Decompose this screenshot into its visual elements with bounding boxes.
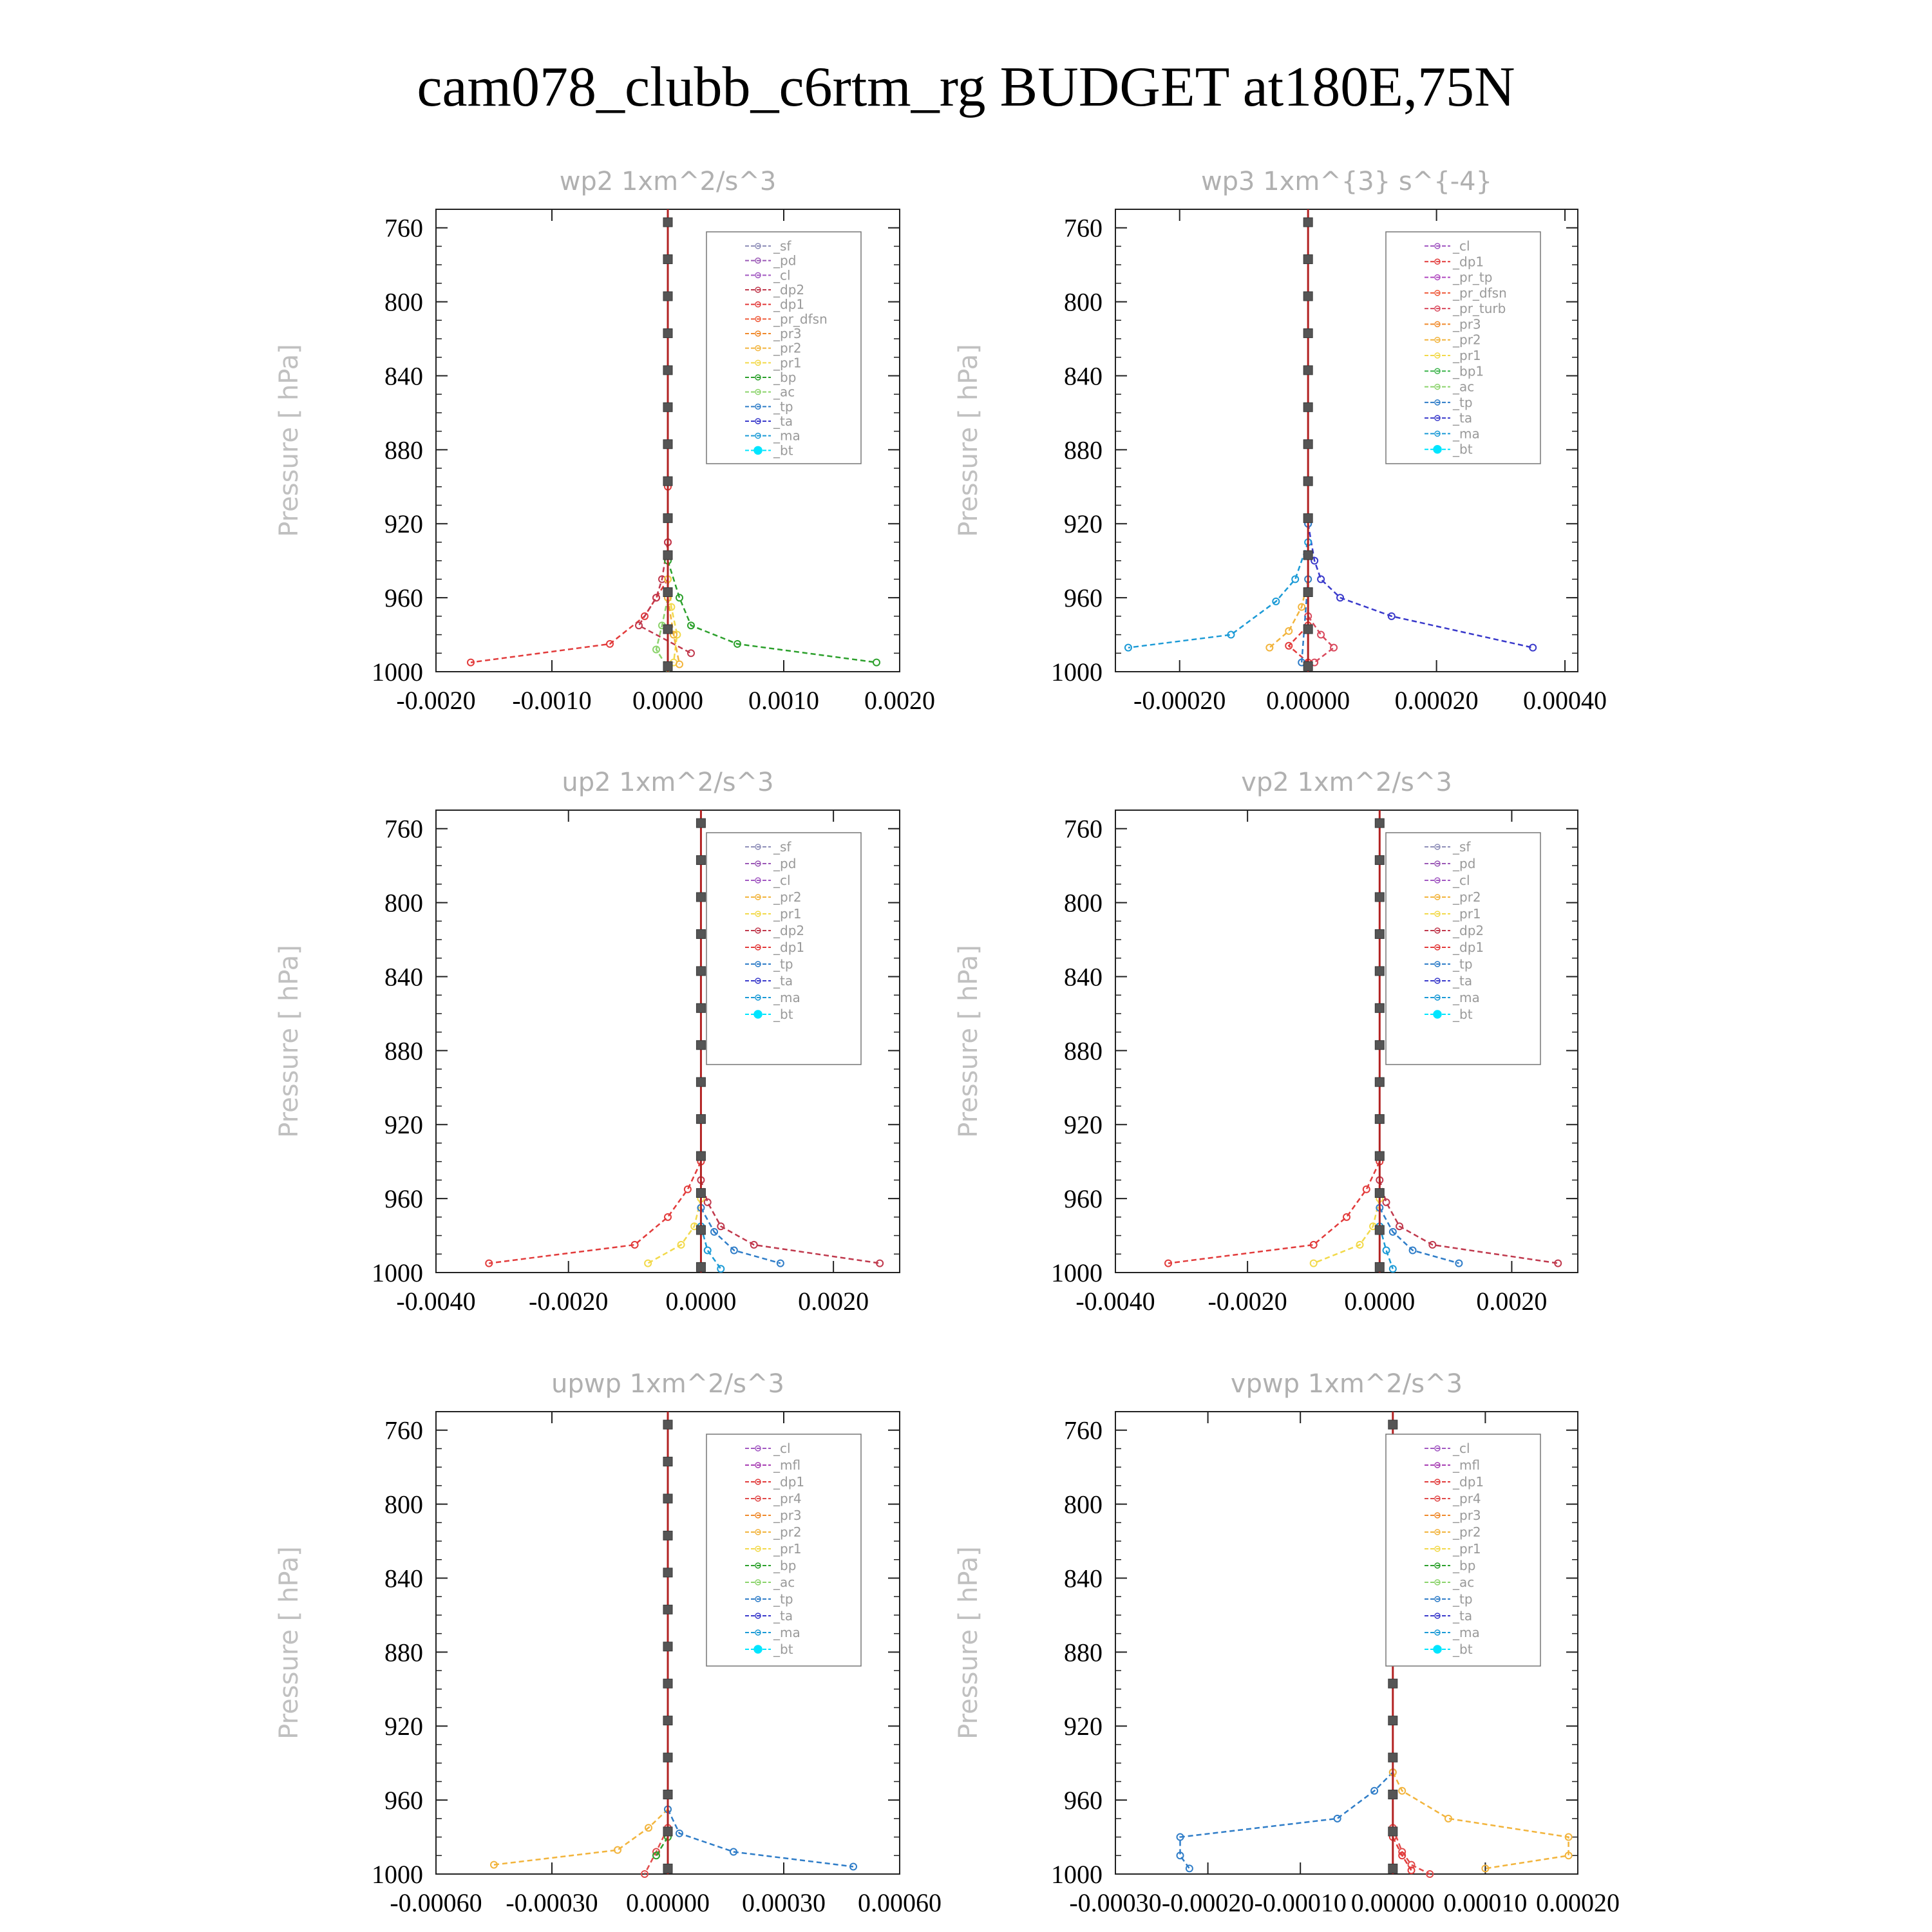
level-marker (1303, 255, 1312, 264)
figure-title: cam078_clubb_c6rtm_rg BUDGET at180E,75N (417, 56, 1515, 118)
level-marker (1375, 967, 1384, 976)
legend-label-ma: _ma (773, 428, 800, 444)
legend-label-pr1: _pr1 (773, 906, 802, 922)
legend-label-ac: _ac (773, 384, 795, 400)
level-marker (663, 1494, 672, 1503)
y-tick-label: 1000 (372, 1258, 423, 1287)
legend-label-ac: _ac (1453, 1575, 1475, 1590)
level-marker (663, 402, 672, 412)
level-marker (696, 1189, 705, 1198)
legend-label-pr3: _pr3 (1453, 316, 1481, 332)
series-line-tp (1180, 1772, 1393, 1868)
legend-label-pd: _pd (1453, 856, 1476, 871)
level-marker (696, 929, 705, 938)
x-tick-label: -0.00020 (1133, 686, 1226, 715)
legend-label-pr2: _pr2 (773, 889, 802, 905)
level-marker (1375, 1189, 1384, 1198)
level-marker (696, 967, 705, 976)
data-point (1363, 1186, 1370, 1193)
level-marker (663, 440, 672, 449)
series-line-pr1 (1314, 1198, 1380, 1264)
level-marker (696, 1262, 705, 1271)
level-marker (1388, 1679, 1397, 1688)
y-tick-label: 960 (1064, 1184, 1103, 1214)
legend-label-sf: _sf (773, 839, 791, 855)
level-marker (663, 1827, 672, 1836)
y-tick-label: 880 (1064, 1036, 1103, 1066)
level-marker (663, 1568, 672, 1577)
legend-label-ta: _ta (1453, 973, 1473, 989)
legend-marker (1434, 1010, 1441, 1018)
level-marker (1303, 402, 1312, 412)
y-tick-label: 760 (384, 814, 423, 844)
x-tick-label: -0.00030 (506, 1888, 598, 1917)
legend-label-ac: _ac (773, 1575, 795, 1590)
data-point (1311, 1260, 1317, 1267)
legend-marker (754, 1010, 762, 1018)
legend-label-ma: _ma (1453, 990, 1480, 1005)
legend-label-sf: _sf (773, 238, 791, 254)
y-tick-label: 960 (384, 1786, 423, 1815)
level-marker (663, 1864, 672, 1873)
y-tick-label: 760 (384, 213, 423, 243)
legend-label-cl: _cl (773, 267, 791, 283)
x-tick-label: 0.00000 (626, 1888, 710, 1917)
legend-label-pr2: _pr2 (773, 340, 802, 356)
y-tick-label: 960 (384, 583, 423, 613)
level-marker (663, 1679, 672, 1688)
legend-label-bt: _bt (1453, 1007, 1473, 1022)
legend-label-bt: _bt (1453, 1642, 1473, 1657)
y-tick-label: 880 (384, 1638, 423, 1667)
level-marker (663, 1420, 672, 1429)
legend-label-tp: _tp (1453, 394, 1473, 410)
legend-label-tp: _tp (1453, 956, 1473, 972)
legend-label-pr_dfsn: _pr_dfsn (773, 311, 828, 327)
legend-label-cl: _cl (1453, 1441, 1470, 1456)
y-tick-label: 760 (1064, 213, 1103, 243)
y-tick-label: 960 (1064, 1786, 1103, 1815)
legend-label-pr4: _pr4 (773, 1491, 802, 1506)
legend-label-dp1: _dp1 (1453, 940, 1484, 955)
y-tick-label: 800 (384, 888, 423, 918)
x-tick-label: -0.00020 (1161, 1888, 1255, 1917)
legend-label-ac: _ac (1453, 379, 1475, 395)
series-line-pr2 (494, 1810, 668, 1865)
legend-label-pd: _pd (773, 856, 797, 871)
x-tick-label: 0.00020 (1536, 1888, 1620, 1917)
panel-title: wp3 1xm^{3} s^{-4} (1200, 167, 1493, 196)
data-point (1331, 645, 1337, 651)
level-marker (663, 1457, 672, 1466)
series-line-pr2 (1269, 579, 1308, 647)
legend-label-pr2: _pr2 (773, 1524, 802, 1540)
data-point (688, 650, 694, 656)
legend-label-cl: _cl (1453, 873, 1470, 888)
data-point (1318, 632, 1324, 638)
legend-label-dp1: _dp1 (1453, 254, 1484, 270)
level-marker (696, 1041, 705, 1050)
y-tick-label: 800 (384, 1490, 423, 1519)
x-tick-label: -0.0020 (529, 1287, 609, 1316)
level-marker (1375, 929, 1384, 938)
legend-label-dp1: _dp1 (773, 940, 805, 955)
level-marker (1303, 661, 1312, 670)
x-tick-label: -0.0040 (1075, 1287, 1155, 1316)
data-point (636, 622, 642, 629)
legend-label-pr3: _pr3 (1453, 1508, 1481, 1523)
y-tick-label: 800 (1064, 1490, 1103, 1519)
legend-label-pr2: _pr2 (1453, 1524, 1481, 1540)
level-marker (663, 1605, 672, 1614)
legend-label-dp1: _dp1 (773, 296, 805, 312)
x-tick-label: -0.0010 (512, 686, 592, 715)
level-marker (663, 588, 672, 597)
x-tick-label: 0.0020 (798, 1287, 869, 1316)
level-marker (1375, 856, 1384, 865)
legend-label-tp: _tp (1453, 1591, 1473, 1607)
data-point (873, 659, 880, 666)
data-point (717, 1265, 724, 1272)
data-point (1186, 1865, 1193, 1871)
series-line-tp (668, 1810, 853, 1867)
data-point (665, 1214, 671, 1220)
x-tick-label: 0.00000 (1350, 1888, 1435, 1917)
y-tick-label: 920 (1064, 509, 1103, 539)
legend (706, 232, 861, 464)
panel-4 (954, 768, 1578, 1316)
y-tick-label: 840 (1064, 1564, 1103, 1593)
level-marker (1375, 1115, 1384, 1124)
y-tick-label: 920 (384, 1110, 423, 1140)
legend (706, 1434, 861, 1666)
legend-label-pr3: _pr3 (773, 1508, 802, 1523)
legend-label-ta: _ta (773, 1608, 793, 1624)
y-tick-label: 800 (1064, 287, 1103, 317)
level-marker (663, 1790, 672, 1799)
y-tick-label: 880 (1064, 1638, 1103, 1667)
level-marker (1303, 625, 1312, 634)
legend-label-pr1: _pr1 (1453, 348, 1481, 363)
x-tick-label: 0.00010 (1443, 1888, 1528, 1917)
y-tick-label: 840 (1064, 962, 1103, 992)
x-tick-label: -0.0040 (396, 1287, 476, 1316)
data-point (1285, 628, 1292, 634)
panel-6 (954, 1369, 1620, 1917)
level-marker (1388, 1827, 1397, 1836)
data-point (1334, 1815, 1341, 1822)
level-marker (1388, 1753, 1397, 1762)
level-marker (1375, 1262, 1384, 1271)
data-point (645, 1260, 651, 1267)
level-marker (1375, 1077, 1384, 1086)
y-axis-label: Pressure [ hPa] (274, 945, 304, 1138)
legend-label-bp1: _bp1 (1453, 363, 1484, 379)
y-tick-label: 760 (384, 1416, 423, 1445)
x-tick-label: 0.0000 (632, 686, 703, 715)
x-tick-label: 0.0000 (665, 1287, 737, 1316)
series-line-bp (668, 561, 876, 663)
level-marker (663, 1716, 672, 1725)
level-marker (696, 856, 705, 865)
panel-2 (954, 167, 1607, 715)
y-tick-label: 960 (1064, 583, 1103, 613)
level-marker (663, 366, 672, 375)
legend-marker (1434, 1645, 1441, 1653)
level-marker (1388, 1790, 1397, 1799)
level-marker (663, 1531, 672, 1540)
y-tick-label: 800 (384, 287, 423, 317)
level-marker (663, 328, 672, 337)
legend-label-dp2: _dp2 (773, 923, 805, 938)
legend-label-bt: _bt (773, 442, 793, 459)
y-axis-label: Pressure [ hPa] (954, 1546, 983, 1739)
level-marker (696, 819, 705, 828)
y-tick-label: 1000 (1051, 1860, 1103, 1889)
legend-label-ta: _ta (773, 973, 793, 989)
legend-label-bt: _bt (773, 1642, 793, 1657)
legend-label-bp: _bp (773, 370, 797, 385)
level-marker (1303, 328, 1312, 337)
level-marker (1303, 588, 1312, 597)
legend-label-mfl: _mfl (1453, 1457, 1481, 1473)
series-line-tp (1379, 1208, 1459, 1264)
legend-label-dp2: _dp2 (1453, 923, 1484, 938)
legend (1386, 833, 1540, 1065)
series-line-pr_turb (1308, 616, 1334, 663)
y-tick-label: 920 (384, 1712, 423, 1741)
level-marker (696, 1226, 705, 1235)
level-marker (663, 1642, 672, 1651)
y-tick-label: 1000 (1051, 658, 1103, 687)
legend-label-bt: _bt (773, 1007, 793, 1022)
y-tick-label: 920 (1064, 1712, 1103, 1741)
level-marker (1388, 1716, 1397, 1725)
level-marker (663, 1753, 672, 1762)
level-marker (696, 1077, 705, 1086)
level-marker (1375, 1151, 1384, 1160)
legend-label-tp: _tp (773, 399, 793, 415)
legend-label-bp: _bp (773, 1558, 797, 1573)
panel-5 (274, 1369, 942, 1917)
legend-label-pr1: _pr1 (773, 1541, 802, 1557)
panel-title: wp2 1xm^2/s^3 (559, 167, 777, 196)
x-tick-label: 0.00020 (1394, 686, 1479, 715)
series-line-dp1 (471, 487, 668, 663)
series-line-pr2 (1393, 1772, 1569, 1868)
x-tick-label: -0.0020 (1208, 1287, 1287, 1316)
y-axis-label: Pressure [ hPa] (274, 344, 304, 537)
level-marker (1388, 1420, 1397, 1429)
level-marker (663, 255, 672, 264)
legend-label-pr_dfsn: _pr_dfsn (1453, 285, 1507, 301)
legend-label-cl: _cl (1453, 238, 1470, 254)
legend-label-pd: _pd (773, 252, 797, 269)
series-line-dp1 (489, 1162, 701, 1264)
legend-label-ta: _ta (773, 413, 793, 429)
y-tick-label: 840 (384, 962, 423, 992)
legend-label-pr4: _pr4 (1453, 1491, 1481, 1506)
legend-label-cl: _cl (773, 873, 791, 888)
y-tick-label: 880 (1064, 435, 1103, 465)
legend-label-dp2: _dp2 (773, 282, 805, 298)
y-tick-label: 840 (384, 1564, 423, 1593)
legend-label-pr1: _pr1 (1453, 906, 1481, 922)
level-marker (663, 292, 672, 301)
level-marker (1303, 514, 1312, 523)
level-marker (1303, 477, 1312, 486)
level-marker (696, 1003, 705, 1012)
x-tick-label: 0.00040 (1523, 686, 1607, 715)
y-tick-label: 760 (1064, 1416, 1103, 1445)
legend-label-dp1: _dp1 (773, 1474, 805, 1490)
legend-label-pr1: _pr1 (1453, 1541, 1481, 1557)
data-point (676, 661, 683, 668)
legend-label-ma: _ma (773, 990, 800, 1005)
x-tick-label: -0.00030 (1069, 1888, 1162, 1917)
legend-marker (1434, 446, 1441, 453)
y-tick-label: 760 (1064, 814, 1103, 844)
level-marker (1303, 292, 1312, 301)
level-marker (1375, 1003, 1384, 1012)
level-marker (1303, 218, 1312, 227)
legend-label-bt: _bt (1453, 441, 1473, 457)
y-tick-label: 960 (384, 1184, 423, 1214)
level-marker (663, 218, 672, 227)
y-tick-label: 1000 (1051, 1258, 1103, 1287)
series-line-ta (1308, 524, 1533, 648)
legend-label-pr_turb: _pr_turb (1453, 301, 1506, 317)
level-marker (1375, 1041, 1384, 1050)
legend (1386, 232, 1540, 464)
series-line-tp (701, 1208, 781, 1264)
level-marker (1375, 893, 1384, 902)
x-tick-label: 0.00030 (742, 1888, 826, 1917)
legend-label-ma: _ma (773, 1625, 800, 1640)
panel-title: vpwp 1xm^2/s^3 (1230, 1369, 1463, 1399)
level-marker (663, 625, 672, 634)
legend-label-ta: _ta (1453, 1608, 1473, 1624)
level-marker (663, 661, 672, 670)
y-tick-label: 1000 (372, 658, 423, 687)
level-marker (663, 477, 672, 486)
legend-label-pr2: _pr2 (1453, 332, 1481, 348)
level-marker (1303, 551, 1312, 560)
y-tick-label: 840 (384, 361, 423, 391)
legend-label-pr3: _pr3 (773, 326, 802, 341)
y-tick-label: 1000 (372, 1860, 423, 1889)
legend-label-tp: _tp (773, 956, 793, 972)
x-tick-label: 0.0020 (1476, 1287, 1548, 1316)
x-tick-label: 0.0010 (748, 686, 819, 715)
series-line-ma (1128, 542, 1308, 648)
x-tick-label: 0.0000 (1344, 1287, 1416, 1316)
panel-title: up2 1xm^2/s^3 (562, 768, 774, 797)
legend (706, 833, 861, 1065)
level-marker (1388, 1864, 1397, 1873)
legend-marker (754, 446, 762, 454)
data-point (685, 1186, 691, 1193)
y-axis-label: Pressure [ hPa] (274, 1546, 304, 1739)
x-tick-label: -0.0020 (396, 686, 476, 715)
legend-label-ma: _ma (1453, 1625, 1480, 1640)
legend-marker (754, 1645, 762, 1653)
legend-label-pr1: _pr1 (773, 355, 802, 371)
y-tick-label: 880 (384, 1036, 423, 1066)
legend-label-pr_tp: _pr_tp (1453, 269, 1493, 285)
y-tick-label: 920 (1064, 1110, 1103, 1140)
legend-label-pr2: _pr2 (1453, 889, 1481, 905)
legend-label-bp: _bp (1453, 1558, 1476, 1573)
level-marker (1303, 440, 1312, 449)
x-tick-label: -0.00010 (1254, 1888, 1347, 1917)
legend-label-sf: _sf (1453, 839, 1471, 855)
legend (1386, 1434, 1540, 1666)
data-point (1343, 1214, 1350, 1220)
legend-label-ta: _ta (1453, 410, 1473, 426)
series-line-dp2 (1379, 1180, 1558, 1263)
y-tick-label: 920 (384, 509, 423, 539)
x-tick-label: 0.0020 (864, 686, 935, 715)
y-tick-label: 880 (384, 435, 423, 465)
level-marker (696, 1115, 705, 1124)
series-line-dp2 (701, 1180, 880, 1263)
legend-label-ma: _ma (1453, 426, 1480, 442)
level-marker (696, 893, 705, 902)
level-marker (696, 1151, 705, 1160)
legend-label-tp: _tp (773, 1591, 793, 1607)
legend-label-dp1: _dp1 (1453, 1474, 1484, 1490)
panel-title: vp2 1xm^2/s^3 (1241, 768, 1452, 797)
data-point (705, 1247, 711, 1254)
y-axis-label: Pressure [ hPa] (954, 344, 983, 537)
series-line-dp1 (1168, 1162, 1379, 1264)
level-marker (1303, 366, 1312, 375)
level-marker (1375, 819, 1384, 828)
level-marker (1375, 1226, 1384, 1235)
legend-label-cl: _cl (773, 1441, 791, 1456)
data-point (1266, 645, 1273, 651)
legend-label-mfl: _mfl (773, 1457, 801, 1473)
y-tick-label: 800 (1064, 888, 1103, 918)
x-tick-label: 0.00000 (1266, 686, 1350, 715)
panel-1 (274, 167, 935, 715)
level-marker (663, 551, 672, 560)
panel-title: upwp 1xm^2/s^3 (551, 1369, 784, 1399)
panel-3 (274, 768, 900, 1316)
y-axis-label: Pressure [ hPa] (954, 945, 983, 1138)
x-tick-label: 0.00060 (858, 1888, 942, 1917)
level-marker (663, 514, 672, 523)
y-tick-label: 840 (1064, 361, 1103, 391)
x-tick-label: -0.00060 (390, 1888, 482, 1917)
